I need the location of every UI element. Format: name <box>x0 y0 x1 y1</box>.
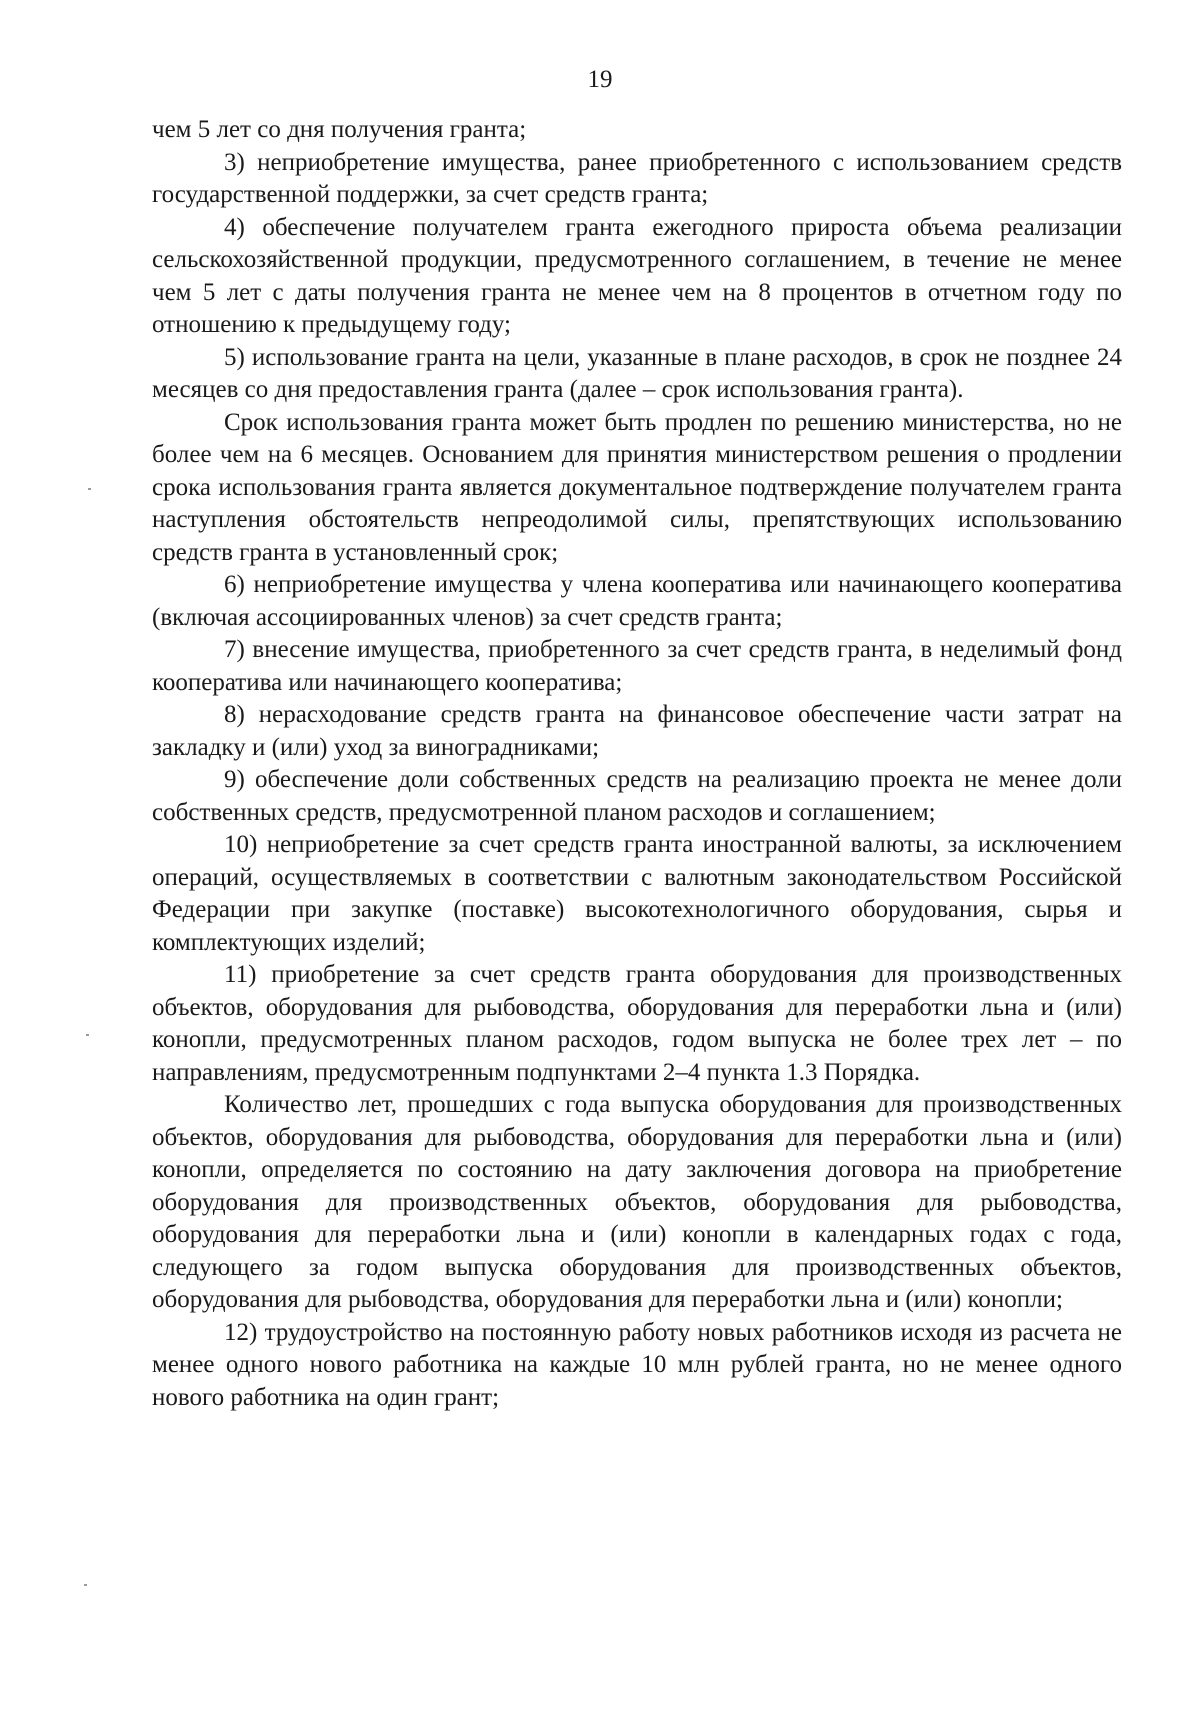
margin-mark <box>86 1034 89 1036</box>
document-body <box>152 114 1122 1414</box>
page-number: 19 <box>587 66 613 93</box>
list-item-3: 3) неприобретение имущества, ранее приобретенного с использованием средств государственной поддержки, за счет средств гранта; <box>152 148 1122 208</box>
margin-mark <box>88 488 91 490</box>
list-item-9: 9) обеспечение доли собственных средств на реализацию проекта не менее доли собственных средств, предусмотренной планом расходов и соглашением; <box>152 766 1122 826</box>
list-item-12: 12) трудоустройство на постоянную работу новых работников исходя из расчета не менее одного нового работника на каждые 10 млн рублей гранта, но не менее одного нового работника на один грант; <box>152 1318 1122 1411</box>
list-item-8: 8) нерасходование средств гранта на финансовое обеспечение части затрат на закладку и (или) уход за виноградниками; <box>152 701 1122 761</box>
list-item-4: 4) обеспечение получателем гранта ежегодного прироста объема реализации сельскохозяйственной продукции, предусмотренного соглашением, в течение не менее чем 5 лет с даты получения гранта не менее чем на 8 процентов в отчетном году по отношению к предыдущему году; <box>152 213 1122 338</box>
margin-mark <box>84 1584 87 1586</box>
paragraph-equipment-age: Количество лет, прошедших с года выпуска оборудования для производственных объектов, оборудования для рыбоводства, оборудования для переработки льна и (или) конопли, определяется по состоянию на дату заключения договора на приобретение оборудования для производственных объектов, оборудования для рыбоводства, оборудования для переработки льна и (или) конопли в календарных годах с года, следующего за годом выпуска оборудования для производственных объектов, оборудования для рыбоводства, оборудования для переработки льна и (или) конопли; <box>152 1091 1122 1313</box>
list-item-7: 7) внесение имущества, приобретенного за счет средств гранта, в неделимый фонд кооператива или начинающего кооператива; <box>152 636 1122 696</box>
list-item-10: 10) неприобретение за счет средств гранта иностранной валюты, за исключением операций, осуществляемых в соответствии с валютным законодательством Российской Федерации при закупке (поставке) высокотехнологичного оборудования, сырья и комплектующих изделий; <box>152 831 1122 956</box>
paragraph-continuation: чем 5 лет со дня получения гранта; <box>152 116 527 143</box>
list-item-11: 11) приобретение за счет средств гранта оборудования для производственных объектов, оборудования для рыбоводства, оборудования для переработки льна и (или) конопли, предусмотренных планом расходов, годом выпуска не более трех лет – по направлениям, предусмотренным подпунктами 2–4 пункта 1.3 Порядка. <box>152 961 1122 1086</box>
list-item-6: 6) неприобретение имущества у члена кооператива или начинающего кооператива (включая ассоциированных членов) за счет средств гранта; <box>152 571 1122 631</box>
list-item-5: 5) использование гранта на цели, указанные в плане расходов, в срок не позднее 24 месяцев со дня предоставления гранта (далее – срок использования гранта). <box>152 343 1122 403</box>
paragraph-grant-term: Срок использования гранта может быть продлен по решению министерства, но не более чем на 6 месяцев. Основанием для принятия министерством решения о продлении срока использования гранта является документальное подтверждение получателем гранта наступления обстоятельств непреодолимой силы, препятствующих использованию средств гранта в установленный срок; <box>152 408 1122 566</box>
